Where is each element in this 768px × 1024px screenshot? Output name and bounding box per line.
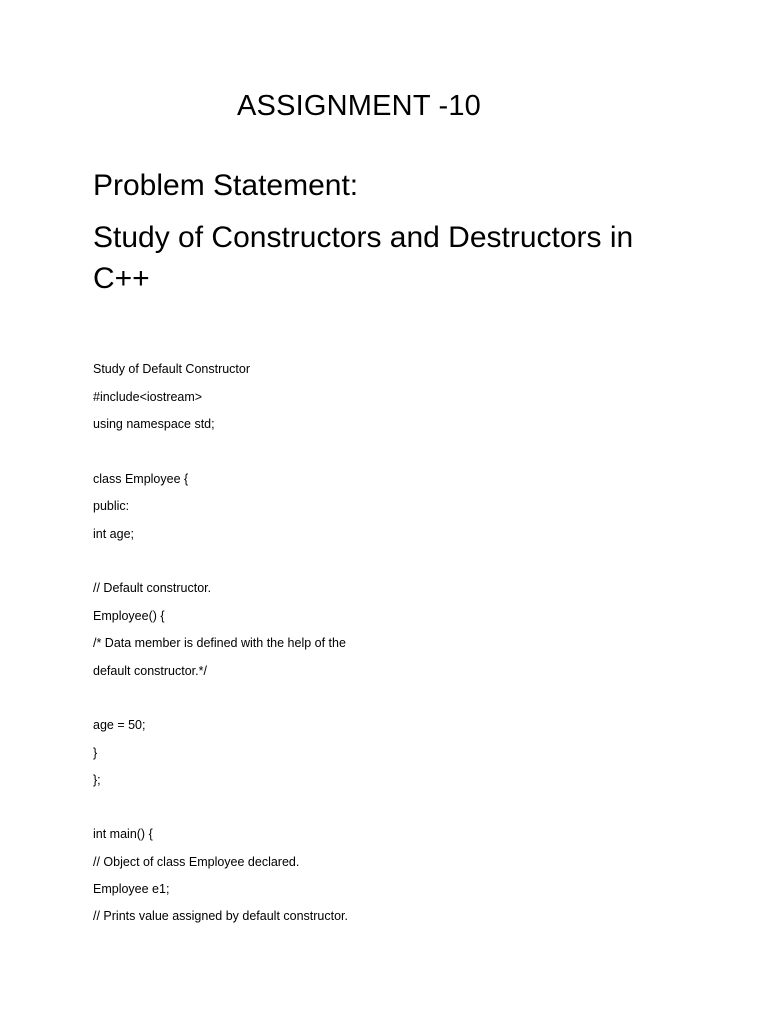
code-line: Employee() {: [93, 609, 165, 623]
code-line: Study of Default Constructor: [93, 362, 251, 376]
problem-statement-label: Problem Statement:: [93, 169, 359, 202]
code-line: int main() {: [93, 827, 153, 841]
code-line: class Employee {: [93, 472, 189, 486]
code-line: default constructor.*/: [93, 664, 207, 678]
code-line: // Object of class Employee declared.: [93, 855, 300, 869]
code-line: using namespace std;: [93, 417, 215, 431]
code-line: };: [93, 773, 101, 787]
assignment-title: ASSIGNMENT -10: [237, 90, 481, 122]
code-line: Employee e1;: [93, 882, 170, 896]
code-line: age = 50;: [93, 718, 146, 732]
code-line: #include<iostream>: [93, 390, 203, 404]
code-line: // Default constructor.: [93, 581, 212, 595]
problem-statement-text-line-2: C++: [93, 262, 150, 295]
code-line: int age;: [93, 527, 135, 541]
code-line: }: [93, 746, 98, 760]
code-line: /* Data member is defined with the help of the: [93, 636, 346, 650]
problem-statement-text-line-1: Study of Constructors and Destructors in: [93, 221, 634, 254]
code-line: public:: [93, 499, 130, 513]
code-line: // Prints value assigned by default constructor.: [93, 909, 348, 923]
